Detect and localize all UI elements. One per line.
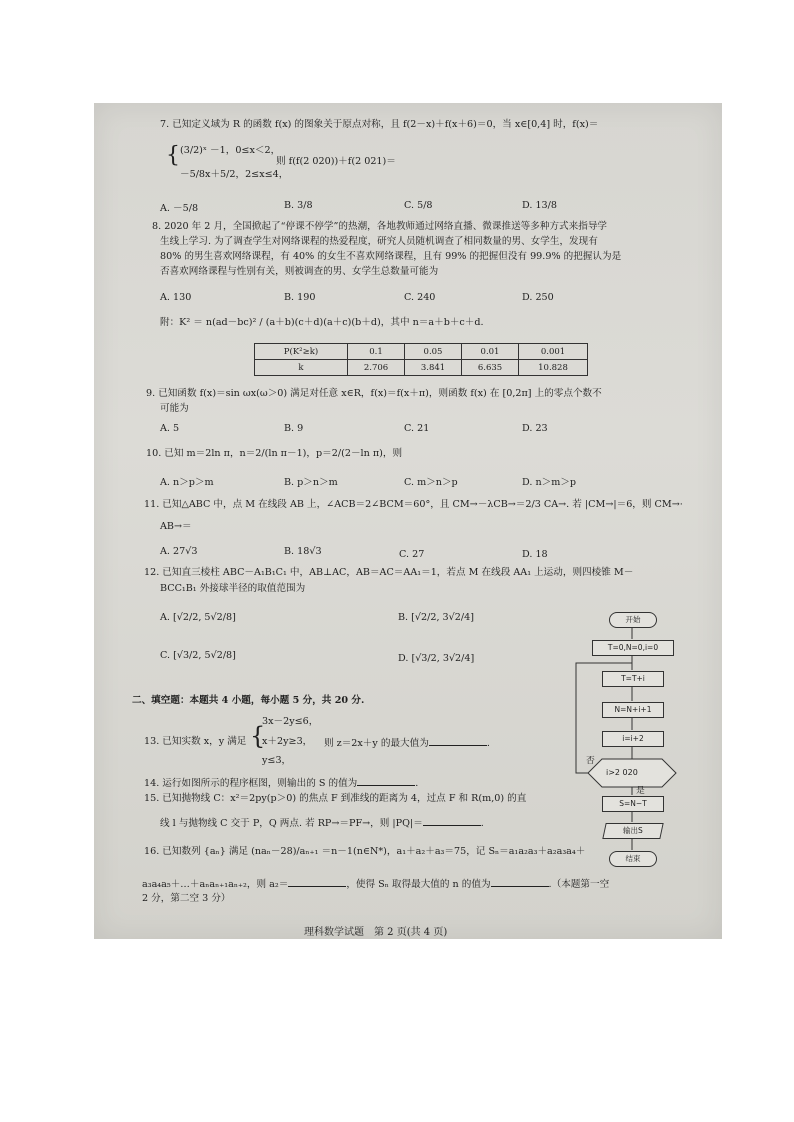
q16-text-b: ，使得 Sₙ 取得最大值的 n 的值为 (346, 879, 491, 890)
q9-line-1: 9. 已知函数 f(x)＝sin ωx(ω＞0) 满足对任意 x∈R，f(x)＝f(x＋π)，则函数 f(x) 在 [0,2π] 上的零点个数不 (146, 388, 602, 399)
q14-text: 14. 运行如图所示的程序框图，则输出的 S 的值为 (144, 778, 358, 789)
flow-step-t: T=T+i (602, 671, 664, 687)
q13-cond-2: x＋2y≥3， (262, 736, 313, 747)
q8-option-c: C. 240 (404, 292, 436, 303)
q7-option-d: D. 13/8 (522, 200, 557, 211)
q15-line-2: 线 l 与抛物线 C 交于 P，Q 两点. 若 RP→＝PF→，则 |PQ|＝ . (160, 818, 484, 829)
q15-line-1: 15. 已知抛物线 C：x²＝2py(p＞0) 的焦点 F 到准线的距离为 4，过点 F 和 R(m,0) 的直 (144, 793, 527, 804)
q7-option-c: C. 5/8 (404, 200, 433, 211)
q13-cond-3: y≤3， (262, 755, 292, 766)
q14-line: 14. 运行如图所示的程序框图，则输出的 S 的值为 . (144, 778, 419, 789)
q12-option-a: A. [√2/2, 5√2/8] (160, 612, 236, 623)
table-cell: 3.841 (405, 360, 462, 376)
q10-option-d: D. n＞m＞p (522, 477, 577, 488)
flow-output (602, 823, 663, 839)
q12-option-b: B. [√2/2, 3√2/4] (398, 612, 474, 623)
q9-option-d: D. 23 (522, 423, 548, 434)
table-cell: 0.01 (462, 344, 519, 360)
exam-page (94, 103, 722, 939)
q8-option-a: A. 130 (160, 292, 192, 303)
q16-line-1: 16. 已知数列 {aₙ} 满足 (naₙ－28)/aₙ₊₁ ＝n－1(n∈N*)，a₁＋a₂＋a₃＝75，记 Sₙ＝a₁a₂a₃＋a₂a₃a₄＋ (144, 846, 586, 857)
q10-option-c: C. m＞n＞p (404, 477, 458, 488)
q7-option-b: B. 3/8 (284, 200, 313, 211)
q10-option-b: B. p＞n＞m (284, 477, 338, 488)
q11-line-2: AB→＝ (160, 521, 192, 532)
q10-stem: 10. 已知 m＝2ln π，n＝2/(ln π－1)，p＝2/(2－ln π)，则 (146, 448, 403, 459)
q15-text: 线 l 与抛物线 C 交于 P，Q 两点. 若 RP→＝PF→，则 |PQ|＝ (160, 818, 423, 829)
flowchart-connectors (94, 103, 722, 939)
q8-note: 附：K² ＝ n(ad－bc)² / (a＋b)(c＋d)(a＋c)(b＋d)，其中 n＝a＋b＋c＋d. (160, 317, 484, 328)
q7-piece1: (3/2)ˣ －1，0≤x＜2， (180, 145, 281, 156)
q13-brace: { (250, 722, 266, 750)
q8-line-3: 80% 的男生喜欢网络课程，有 40% 的女生不喜欢网络课程，且有 99% 的把握但没有 99.9% 的把握认为是 (160, 251, 622, 262)
flow-start: 开始 (609, 612, 657, 628)
table-cell: 6.635 (462, 360, 519, 376)
q11-line-1: 11. 已知△ABC 中，点 M 在线段 AB 上，∠ACB＝2∠BCM＝60°，且 CM→－λCB→＝2/3 CA→. 若 |CM→|＝6，则 CM→· (144, 499, 683, 510)
q16-line-3: 2 分，第二空 3 分） (142, 893, 231, 904)
q8-line-1: 8. 2020 年 2 月，全国掀起了“停课不停学”的热潮，各地教师通过网络直播、微课推送等多种方式来指导学 (152, 221, 608, 232)
table-cell: 0.001 (519, 344, 588, 360)
table-cell: 2.706 (348, 360, 405, 376)
q8-option-b: B. 190 (284, 292, 316, 303)
flow-condition: i>2 020 (606, 768, 638, 777)
flow-init: T=0,N=0,i=0 (592, 640, 674, 656)
q9-option-b: B. 9 (284, 423, 304, 434)
q12-line-2: BCC₁B₁ 外接球半径的取值范围为 (160, 583, 306, 594)
q7-piece-tail: 则 f(f(2 020))＋f(2 021)＝ (276, 156, 396, 167)
q12-line-1: 12. 已知直三棱柱 ABC－A₁B₁C₁ 中，AB⊥AC，AB＝AC＝AA₁＝1，若点 M 在线段 AA₁ 上运动，则四棱锥 M－ (144, 567, 634, 578)
q11-option-a: A. 27√3 (160, 546, 198, 557)
flow-end: 结束 (609, 851, 657, 867)
q7-brace: { (166, 143, 180, 168)
flow-step-n: N=N+i+1 (602, 702, 664, 718)
q12-option-d: D. [√3/2, 3√2/4] (398, 653, 475, 664)
flow-output-label: 输出S (623, 826, 643, 835)
q10-option-a: A. n＞p＞m (160, 477, 214, 488)
q12-option-c: C. [√3/2, 5√2/8] (160, 650, 236, 661)
q9-option-a: A. 5 (160, 423, 180, 434)
q13-cond-1: 3x－2y≤6， (262, 716, 319, 727)
table-cell: k (255, 360, 348, 376)
page-footer: 理科数学试题 第 2 页(共 4 页) (304, 927, 448, 938)
q13-head: 13. 已知实数 x，y 满足 (144, 736, 247, 747)
q11-option-b: B. 18√3 (284, 546, 322, 557)
q8-option-d: D. 250 (522, 292, 554, 303)
table-cell: 10.828 (519, 360, 588, 376)
flow-step-s: S=N−T (602, 796, 664, 812)
flow-yes-label: 是 (636, 786, 645, 796)
q8-line-4: 否喜欢网络课程与性别有关，则被调查的男、女学生总数量可能为 (160, 266, 439, 277)
q13-tail-text: 则 z＝2x＋y 的最大值为 (324, 738, 429, 749)
q8-line-2: 生线上学习. 为了调查学生对网络课程的热爱程度，研究人员随机调查了相同数量的男、女学生，发现有 (160, 236, 598, 247)
q16-text-c: .（本题第一空 (548, 879, 610, 890)
q16-text-a: a₃a₄a₅＋…＋aₙaₙ₊₁aₙ₊₂，则 a₂＝ (142, 879, 289, 890)
q7-stem: 7. 已知定义域为 R 的函数 f(x) 的图象关于原点对称，且 f(2－x)＋f(x＋6)＝0，当 x∈[0,4] 时，f(x)＝ (160, 119, 599, 130)
flow-no-label: 否 (586, 756, 595, 766)
q11-option-d: D. 18 (522, 549, 548, 560)
q9-line-2: 可能为 (160, 403, 189, 414)
q13-tail: 则 z＝2x＋y 的最大值为 . (324, 738, 490, 749)
table-cell: 0.1 (348, 344, 405, 360)
q7-option-a: A. －5/8 (160, 203, 199, 214)
q7-piece2: －5/8x＋5/2，2≤x≤4， (180, 169, 289, 180)
table-cell: P(K²≥k) (255, 344, 348, 360)
q9-option-c: C. 21 (404, 423, 430, 434)
table-cell: 0.05 (405, 344, 462, 360)
q11-option-c: C. 27 (399, 549, 425, 560)
section-heading: 二、填空题：本题共 4 小题，每小题 5 分，共 20 分. (132, 695, 365, 706)
flow-step-i: i=i+2 (602, 731, 664, 747)
